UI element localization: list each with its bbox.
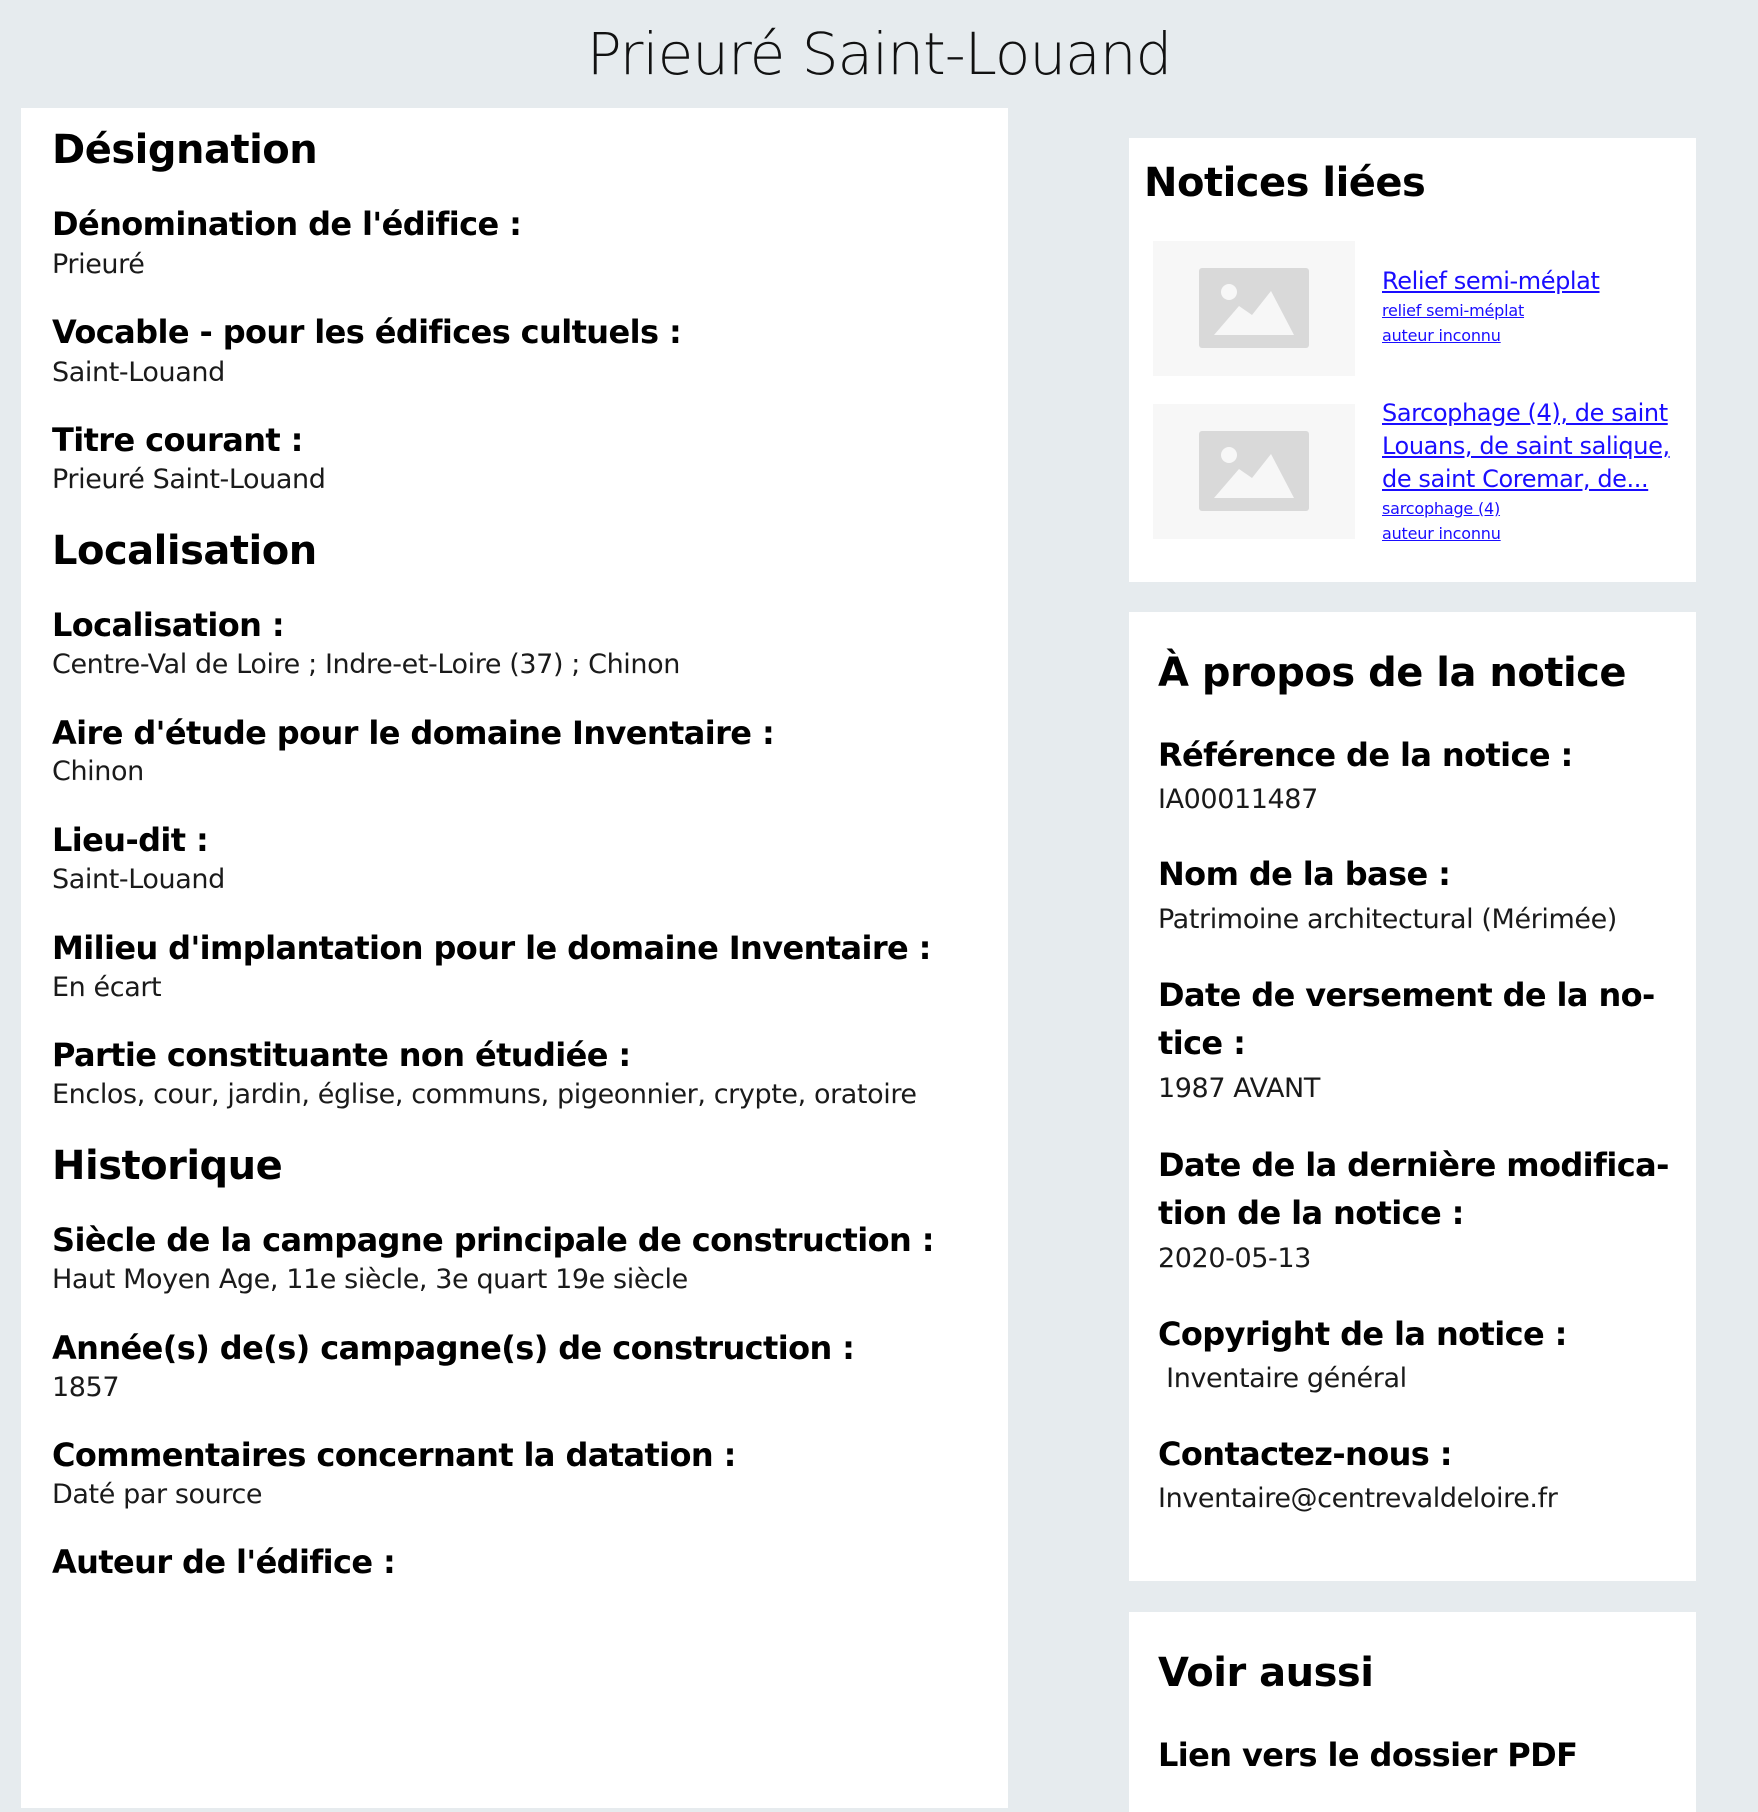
see-also-heading: Voir aussi xyxy=(1158,1650,1374,1696)
field-label: Année(s) de(s) campagne(s) de construction : xyxy=(52,1329,855,1367)
field-label: Vocable - pour les édifices cultuels : xyxy=(52,313,682,351)
notice-title-link[interactable]: Sarcophage (4), de saint xyxy=(1382,399,1668,427)
field-label: Localisation : xyxy=(52,606,285,644)
notice-author-link[interactable]: auteur inconnu xyxy=(1382,326,1501,345)
field-value: Prieuré Saint-Louand xyxy=(52,464,326,495)
field-value: 1857 xyxy=(52,1372,120,1403)
page-title: Prieuré Saint-Louand xyxy=(586,20,1172,88)
field-value: Chinon xyxy=(52,756,144,787)
field-label: Référence de la notice : xyxy=(1158,736,1573,774)
field-label: Titre courant : xyxy=(52,421,303,459)
field-value: Patrimoine architectural (Mérimée) xyxy=(1158,904,1617,935)
section-heading-historique: Historique xyxy=(52,1143,283,1189)
about-heading: À propos de la notice xyxy=(1158,650,1627,696)
contact-email: Inventaire@centrevaldeloire.fr xyxy=(1158,1483,1558,1514)
field-value: IA00011487 xyxy=(1158,784,1318,815)
image-placeholder-icon xyxy=(1199,431,1309,511)
field-label: tice : xyxy=(1158,1024,1246,1062)
field-value: Daté par source xyxy=(52,1479,263,1510)
field-value: Inventaire général xyxy=(1158,1363,1407,1394)
linked-notices-heading: Notices liées xyxy=(1144,160,1426,206)
field-label: Auteur de l'édifice : xyxy=(52,1543,396,1581)
notice-title-link[interactable]: Louans, de saint salique, xyxy=(1382,432,1670,460)
field-label: Siècle de la campagne principale de construction : xyxy=(52,1221,934,1259)
field-value: Saint-Louand xyxy=(52,864,225,895)
field-label: tion de la notice : xyxy=(1158,1194,1464,1232)
field-label: Date de versement de la no- xyxy=(1158,976,1655,1014)
linked-notices-card xyxy=(1129,138,1696,582)
notice-title-link[interactable]: Relief semi-méplat xyxy=(1382,267,1600,295)
section-heading-designation: Désignation xyxy=(52,127,318,173)
field-label: Partie constituante non étudiée : xyxy=(52,1036,631,1074)
field-value: Centre-Val de Loire ; Indre-et-Loire (37) ; Chinon xyxy=(52,649,680,680)
notice-thumbnail[interactable] xyxy=(1153,404,1355,539)
field-value: Enclos, cour, jardin, église, communs, pigeonnier, crypte, oratoire xyxy=(52,1079,917,1110)
notice-type-link[interactable]: sarcophage (4) xyxy=(1382,499,1501,518)
field-label: Milieu d'implantation pour le domaine Inventaire : xyxy=(52,929,931,967)
field-value: Prieuré xyxy=(52,249,145,280)
field-value: 1987 AVANT xyxy=(1158,1073,1320,1104)
field-value: Saint-Louand xyxy=(52,357,225,388)
field-label: Nom de la base : xyxy=(1158,855,1451,893)
see-also-card xyxy=(1129,1612,1696,1812)
field-label: Dénomination de l'édifice : xyxy=(52,205,522,243)
field-label: Date de la dernière modifica- xyxy=(1158,1146,1669,1184)
field-label: Commentaires concernant la datation : xyxy=(52,1436,736,1474)
field-value: 2020-05-13 xyxy=(1158,1243,1311,1274)
notice-type-link[interactable]: relief semi-méplat xyxy=(1382,301,1525,320)
main-content-panel xyxy=(21,108,1008,1808)
about-notice-card xyxy=(1129,612,1696,1581)
field-label: Lieu-dit : xyxy=(52,821,209,859)
notice-author-link[interactable]: auteur inconnu xyxy=(1382,524,1501,543)
notice-thumbnail[interactable] xyxy=(1153,241,1355,376)
image-placeholder-icon xyxy=(1199,268,1309,348)
field-value: En écart xyxy=(52,972,162,1003)
field-label: Copyright de la notice : xyxy=(1158,1315,1567,1353)
field-value: Haut Moyen Age, 11e siècle, 3e quart 19e siècle xyxy=(52,1264,688,1295)
field-label: Aire d'étude pour le domaine Inventaire : xyxy=(52,714,775,752)
field-label: Lien vers le dossier PDF xyxy=(1158,1736,1578,1774)
notice-title-link[interactable]: de saint Coremar, de... xyxy=(1382,465,1649,493)
section-heading-localisation: Localisation xyxy=(52,528,317,574)
field-label: Contactez-nous : xyxy=(1158,1435,1452,1473)
